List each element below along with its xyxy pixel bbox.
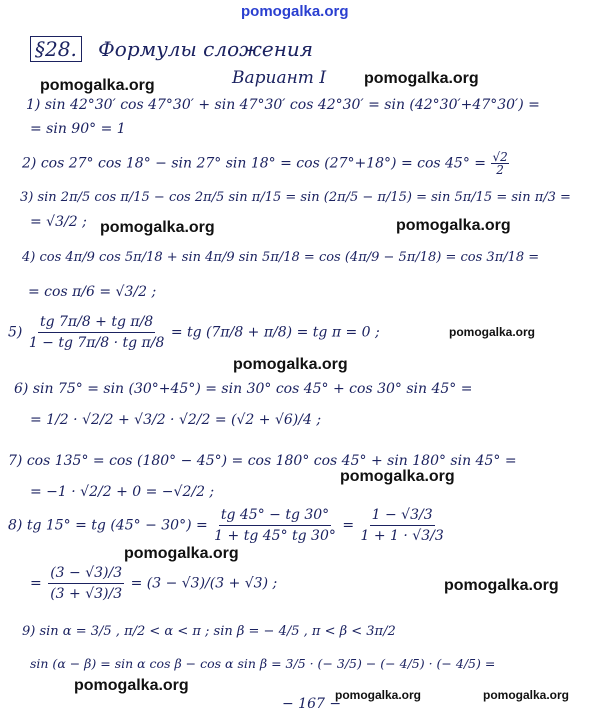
watermark: pomogalka.org [124,545,239,562]
fraction: $\frac{tg 45^\circ - tg 30^\circ}{1 + tg 45^\circ tg 30^\circ}$ [214,507,336,544]
variant-label: Вариант I [232,68,327,88]
watermark: pomogalka.org [364,70,479,87]
watermark: pomogalka.org [483,688,570,702]
section-title [30,36,313,62]
watermark: pomogalka.org [335,688,422,702]
page-number: − 167 − [282,696,342,712]
watermark: pomogalka.org [74,677,189,694]
exercise-9-line-1: 9) sin α = 3/5 , π/2 < α < π ; sin β = − 4/5 , π < β < 3π/2 [22,624,396,639]
exercise-9-line-2: sin (α − β) = sin α cos β − cos α sin β = 3/5 · (− 3/5) − (− 4/5) · (− 4/5) = [30,656,496,671]
exercise-3-line-2: = √3/2 ; [30,214,87,230]
exercise-1-line-2: = sin 90° = 1 [30,121,126,137]
exercise-5: 5) $\frac{\text{tg 7π/8 + tg π/8}}{\text{1 − tg 7π/8 · tg π/8}}$ = tg (7π/8 + π/8) = tg π = 0 ; [8,314,380,351]
fraction: $\frac{\text{tg 7π/8 + tg π/8}}{\text{1 − tg 7π/8 · tg π/8}}$ [28,314,165,351]
fraction: $\frac{1 - √3/3}{1 + 1 \cdot √3/3}$ [360,507,444,544]
exercise-3-line-1: 3) sin 2π/5 cos π/15 − cos 2π/5 sin π/15 = sin (2π/5 − π/15) = sin 5π/15 = sin π/3 = [20,190,571,205]
exercise-8-line-1: 8) tg 15° = tg (45° − 30°) = $\frac{tg 45^\circ - tg 30^\circ}{1 + tg 45^\circ tg 30^\circ}$ = $\frac{1 - √3/3}{1 + 1 \cdot √3/3}$ [8,507,444,544]
exercise-2-line: 2) cos 27° cos 18° − sin 27° sin 18° = cos (27°+18°) = cos 45° = $\frac{√2}{2}$ [22,150,508,177]
watermark: pomogalka.org [449,325,536,339]
exercise-7-line-1: 7) cos 135° = cos (180° − 45°) = cos 180° cos 45° + sin 180° sin 45° = [8,453,517,469]
exercise-4-line-2: = cos π/6 = √3/2 ; [28,284,157,300]
fraction: $\frac{√2}{2}$ [492,150,508,177]
exercise-7-line-2: = −1 · √2/2 + 0 = −√2/2 ; [30,484,215,500]
exercise-6-line-1: 6) sin 75° = sin (30°+45°) = sin 30° cos 45° + cos 30° sin 45° = [14,381,473,397]
section-heading: Формулы сложения [98,37,314,61]
exercise-1-line-1: 1) sin 42°30′ cos 47°30′ + sin 47°30′ cos 42°30′ = sin (42°30′+47°30′) = [26,97,540,113]
watermark: pomogalka.org [396,217,511,234]
exercise-6-line-2: = 1/2 · √2/2 + √3/2 · √2/2 = (√2 + √6)/4 ; [30,412,322,428]
fraction: $\frac{(3 - √3)/3}{(3 + √3)/3}$ [50,565,123,602]
watermark: pomogalka.org [340,468,455,485]
watermark-top: pomogalka.org [241,3,349,20]
section-number: §28. [30,36,82,62]
watermark: pomogalka.org [444,577,559,594]
watermark: pomogalka.org [233,356,348,373]
exercise-8-line-2: = $\frac{(3 - √3)/3}{(3 + √3)/3}$ = (3 − √3)/(3 + √3) ; [30,565,278,602]
exercise-4-line-1: 4) cos 4π/9 cos 5π/18 + sin 4π/9 sin 5π/18 = cos (4π/9 − 5π/18) = cos 3π/18 = [22,250,540,265]
watermark: pomogalka.org [40,77,155,94]
watermark: pomogalka.org [100,219,215,236]
